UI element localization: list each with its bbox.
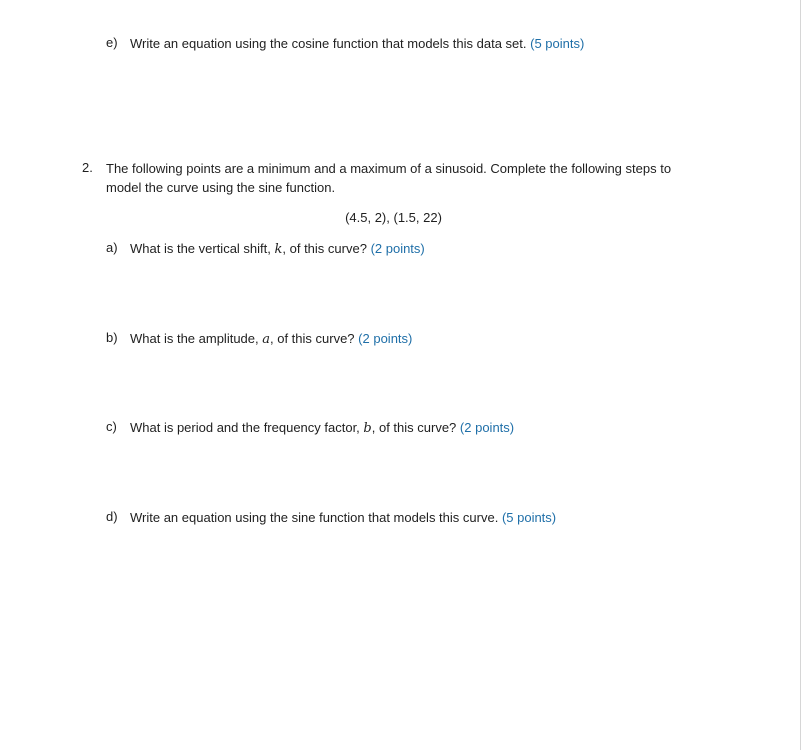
question-b-points: (2 points) xyxy=(358,331,413,346)
question-b-marker: b) xyxy=(106,330,118,345)
question-e-marker: e) xyxy=(106,35,118,50)
question-a-points: (2 points) xyxy=(370,241,425,256)
problem-2-coordinates: (4.5, 2), (1.5, 22) xyxy=(345,210,442,225)
question-d-marker: d) xyxy=(106,509,118,524)
variable-k: k xyxy=(274,242,283,257)
problem-2-line-1: The following points are a minimum and a maximum of a sinusoid. Complete the following steps to xyxy=(106,161,672,176)
question-e-text: Write an equation using the cosine function that models this data set. (5 points) xyxy=(130,36,585,51)
question-e-points: (5 points) xyxy=(530,36,585,51)
question-b-text: What is the amplitude, a, of this curve? (2 points) xyxy=(130,331,413,347)
question-a-marker: a) xyxy=(106,240,118,255)
variable-b: b xyxy=(363,421,372,436)
question-a-text: What is the vertical shift, k, of this curve? (2 points) xyxy=(130,241,425,257)
question-c-text: What is period and the frequency factor, b, of this curve? (2 points) xyxy=(130,420,515,436)
question-d-text: Write an equation using the sine function that models this curve. (5 points) xyxy=(130,510,557,525)
question-c-points: (2 points) xyxy=(459,420,515,435)
problem-2-line-2: model the curve using the sine function. xyxy=(106,180,336,195)
question-c-marker: c) xyxy=(106,419,117,434)
problem-2-number: 2. xyxy=(82,160,93,175)
question-d-points: (5 points) xyxy=(501,510,557,525)
variable-a: a xyxy=(262,332,270,347)
